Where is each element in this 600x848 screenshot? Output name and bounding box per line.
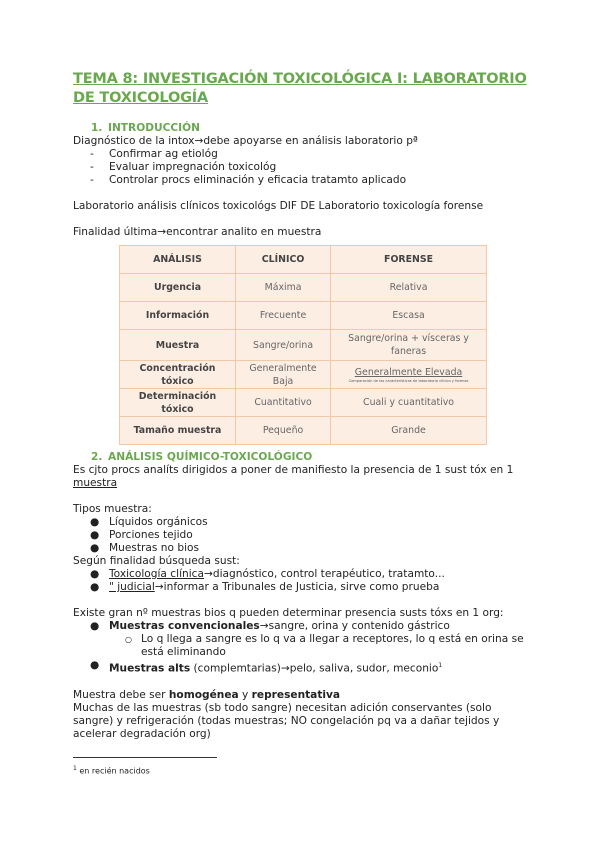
document-page — [73, 70, 533, 741]
list-item: ● Muestras no bios — [90, 542, 200, 554]
paragraph: Finalidad última→encontrar analito en muestra — [73, 226, 322, 238]
list-item: - Confirmar ag etiológ — [90, 148, 218, 160]
section-heading-introduccion — [91, 122, 533, 135]
bullet-list — [73, 620, 533, 676]
paragraph: Tipos muestra: — [73, 503, 152, 515]
list-item: ● Líquidos orgánicos — [90, 516, 208, 528]
paragraph: Laboratorio análisis clínicos toxicológs DIF DE Laboratorio toxicología forense — [73, 200, 484, 212]
bullet-list — [73, 516, 533, 555]
paragraph: Existe gran nº muestras bios q pueden determinar presencia susts tóxs en 1 org: — [73, 607, 504, 619]
table-header: ANÁLISIS — [120, 246, 236, 274]
bullet-list — [73, 568, 533, 594]
paragraph: Muchas de las muestras (sb todo sangre) necesitan adición conservantes (solo sangre) y refrigeración (todas muestras; NO congelación pq va a dañar tejidos y acelerar degradación org) — [73, 701, 500, 740]
section-heading-analisis: 2. ANÁLISIS QUÍMICO-TOXICOLÓGICO — [91, 451, 313, 463]
table-row: Concentración tóxico Generalmente Baja Generalmente Elevada Comparación de las características de laboratorio clínico y forense — [120, 361, 487, 389]
footnote: $^1$ en recién nacidos — [73, 765, 150, 776]
comparison-table — [119, 245, 487, 445]
table-row: Muestra Sangre/orina Sangre/orina + vísceras y faneras — [120, 330, 487, 361]
list-item: ● Muestras alts (complemtarias)→pelo, saliva, sudor, meconio$^1$ — [90, 659, 443, 675]
table-row: Tamaño muestra Pequeño Grande — [120, 417, 487, 445]
section-title: INTRODUCCIÓN — [108, 122, 200, 134]
paragraph: Muestra debe ser homogénea y representativa — [73, 688, 341, 701]
footnote-ref[interactable]: 1 — [438, 662, 443, 669]
dash-list — [73, 148, 533, 187]
list-item: ● Muestras convencionales→sangre, orina y contenido gástrico — [90, 620, 450, 632]
table-header: FORENSE — [331, 246, 487, 274]
table-header: CLÍNICO — [235, 246, 330, 274]
page-title: TEMA 8: INVESTIGACIÓN TOXICOLÓGICA I: LABORATORIO DE TOXICOLOGÍA — [73, 71, 527, 106]
list-item: ● Porciones tejido — [90, 529, 193, 541]
list-item: - Controlar procs eliminación y eficacia tratamto aplicado — [90, 174, 407, 186]
list-item: - Evaluar impregnación toxicológ — [90, 161, 277, 173]
sub-list-item: ○ Lo q llega a sangre es lo q va a llegar a receptores, lo q está en orina se está eliminando — [125, 633, 524, 658]
section-number: 1. — [91, 122, 103, 134]
table-row: Determinación tóxico Cuantitativo Cuali y cuantitativo — [120, 389, 487, 417]
footnote-divider — [73, 757, 217, 758]
list-item: ● Toxicología clínica→diagnóstico, control terapéutico, tratamto... — [90, 568, 445, 580]
paragraph: Según finalidad búsqueda sust: — [73, 555, 240, 567]
table-row: Información Frecuente Escasa — [120, 302, 487, 330]
paragraph: Diagnóstico de la intox→debe apoyarse en análisis laboratorio pª — [73, 135, 418, 147]
table-row: Urgencia Máxima Relativa — [120, 274, 487, 302]
paragraph: Es cjto procs analíts dirigidos a poner de manifiesto la presencia de 1 sust tóx en 1 muestra — [73, 464, 514, 489]
table-caption: Comparación de las características de laboratorio clínico y forense — [348, 379, 469, 383]
list-item: ● " judicial→informar a Tribunales de Justicia, sirve como prueba — [90, 581, 440, 593]
